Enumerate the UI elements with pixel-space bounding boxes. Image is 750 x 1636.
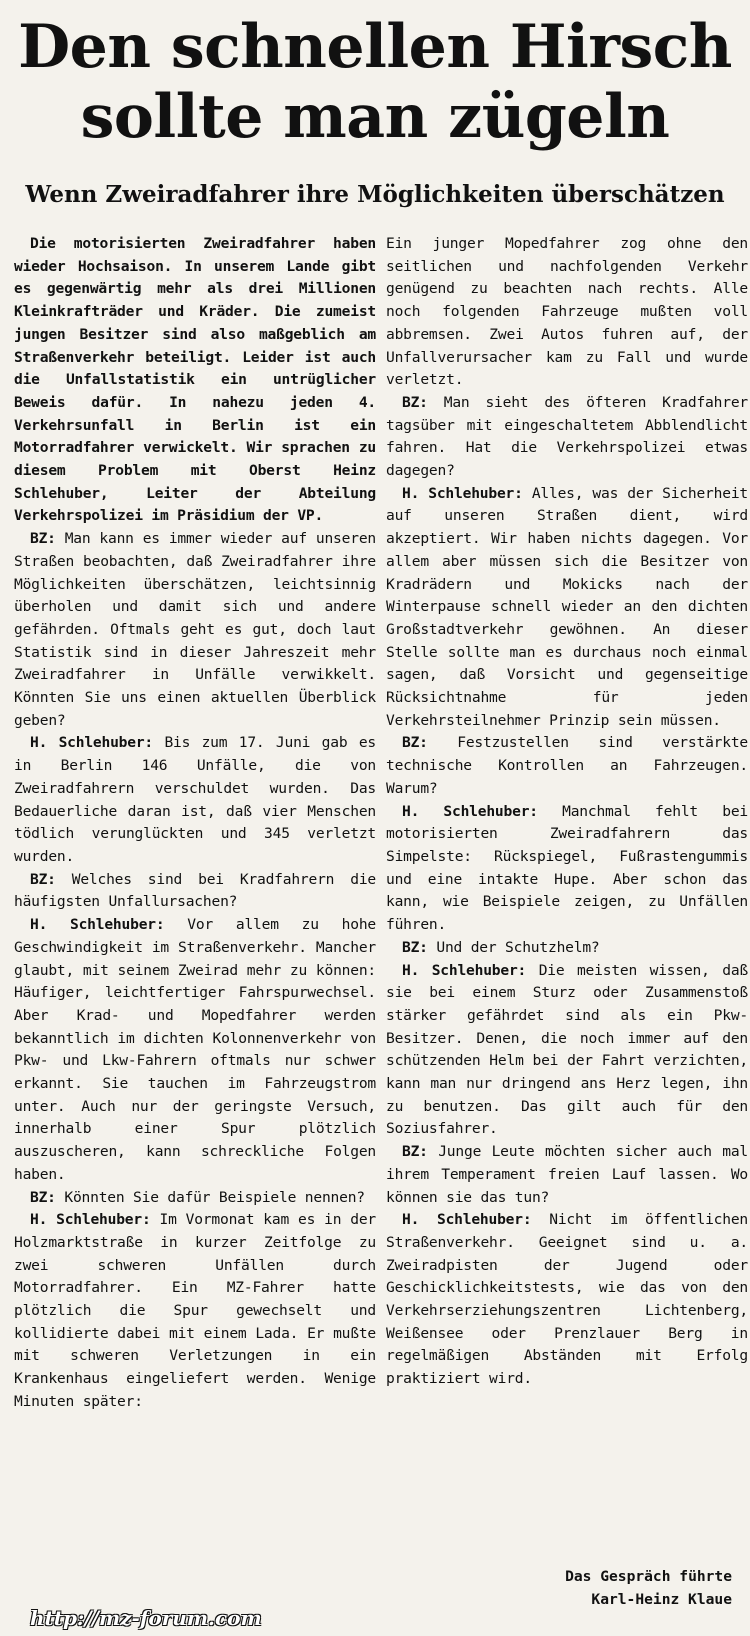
credit-line-2: Karl-Heinz Klaue [591, 1590, 732, 1608]
headline-line-1: Den schnellen Hirsch [18, 12, 732, 82]
interview-paragraph [14, 869, 376, 914]
paragraph-text: Im Vormonat kam es in der Holzmarktstraße in kurzer Zeitfolge zu zwei schweren Unfällen durch Motorradfahrer. Ein MZ-Fahrer hatte plötzlich die Spur gewechselt und kollidierte dabei mit einem Lada. Er mußte mit schweren Verletzungen in ein Krankenhaus eingeliefert werden. Wenige Minuten später: [14, 1211, 376, 1410]
headline [0, 12, 750, 152]
speaker-label: BZ: [30, 530, 56, 548]
interview-paragraph [14, 732, 376, 868]
interview-paragraph [386, 483, 748, 733]
interview-paragraph [14, 528, 376, 732]
speaker-label: BZ: [30, 1188, 56, 1206]
credit-line-1: Das Gespräch führte [565, 1568, 732, 1585]
paragraph-text: Ein junger Mopedfahrer zog ohne den seitlichen und nachfolgenden Verkehr genügend zu beachten nach rechts. Alle noch folgenden Fahrzeuge mußten voll abbremsen. Zwei Autos fuhren auf, der Unfallverursacher kam zu Fall und wurde verletzt. [386, 235, 748, 389]
right-paragraph-list [386, 233, 748, 1391]
interview-paragraph [386, 960, 748, 1142]
left-column [14, 233, 376, 1414]
speaker-label: H. Schlehuber: [402, 802, 538, 820]
right-column [386, 233, 748, 1391]
interview-paragraph [386, 233, 748, 392]
interview-paragraph [14, 1209, 376, 1413]
paragraph-text: Junge Leute möchten sicher auch mal ihrem Temperament freien Lauf lassen. Wo können sie das tun? [386, 1143, 748, 1206]
paragraph-text: Die meisten wissen, daß sie bei einem Sturz oder Zusammenstoß stärker gefährdet sind als ein Pkw-Besitzer. Denen, die noch immer auf den schützenden Helm bei der Fahrt verzichten, kann man nur dringend ans Herz legen, ihn zu benutzen. Das gilt auch für den Soziusfahrer. [386, 961, 748, 1138]
speaker-label: H. Schlehuber: [30, 916, 165, 934]
paragraph-text: Nicht im öffentlichen Straßenverkehr. Geeignet sind u. a. Zweiradpisten der Jugend oder Geschicklichkeitstests, wie das von den Verkehrserziehungszentren Lichtenberg, Weißensee oder Prenzlauer Berg in regelmäßigen Abständen mit Erfolg praktiziert wird. [386, 1211, 748, 1388]
speaker-label: BZ: [402, 938, 428, 956]
interview-paragraph [386, 1209, 748, 1391]
speaker-label: H. Schlehuber: [402, 961, 527, 979]
paragraph-text: Vor allem zu hohe Geschwindigkeit im Straßenverkehr. Mancher glaubt, mit seinem Zweirad mehr zu können: Häufiger, leichtfertiger Fahrspurwechsel. Aber Krad- und Mopedfahrer werden bekanntlich im dichten Kolonnenverkehr von Pkw- und Lkw-Fahrern oftmals nur schwer erkannt. Sie tauchen im Fahrzeugstrom unter. Auch nur der geringste Versuch, innerhalb einer Spur plötzlich auszuscheren, kann schreckliche Folgen haben. [14, 916, 376, 1183]
speaker-label: BZ: [402, 1143, 428, 1161]
headline-line-2: sollte man zügeln [80, 82, 670, 152]
speaker-label: H. Schlehuber: [30, 1211, 151, 1229]
speaker-label: BZ: [402, 393, 428, 411]
paragraph-text: Welches sind bei Kradfahrern die häufigsten Unfallursachen? [14, 870, 376, 911]
paragraph-text: Man kann es immer wieder auf unseren Straßen beobachten, daß Zweiradfahrer ihre Möglichkeiten überschätzen, leichtsinnig überholen und damit sich und andere gefährden. Oftmals geht es gut, doch laut Statistik sind in dieser Jahreszeit mehr Zweiradfahrer in Unfälle verwikkelt. Könnten Sie uns einen aktuellen Überblick geben? [14, 530, 376, 729]
speaker-label: H. Schlehuber: [402, 1211, 532, 1229]
interview-paragraph [386, 801, 748, 937]
interview-paragraph [386, 1141, 748, 1209]
subheadline: Wenn Zweiradfahrer ihre Möglichkeiten überschätzen [25, 181, 725, 208]
interview-paragraph [14, 914, 376, 1186]
paragraph-text: Alles, was der Sicherheit auf unseren Straßen dient, wird akzeptiert. Wir haben nichts dagegen. Vor allem aber müssen sich die Besitzer von Kradrädern und Mokicks nach der Winterpause schnell wieder an den dichten Großstadtverkehr gewöhnen. An dieser Stelle sollte man es durchaus noch einmal sagen, daß Vorsicht und gegenseitige Rücksichtnahme für jeden Verkehrsteilnehmer Prinzip sein müssen. [386, 484, 748, 729]
paragraph-text: Man sieht des öfteren Kradfahrer tagsüber mit eingeschaltetem Abblendlicht fahren. Hat die Verkehrspolizei etwas dagegen? [386, 393, 748, 480]
paragraph-text: Und der Schutzhelm? [436, 938, 600, 956]
paragraph-text: Könnten Sie dafür Beispiele nennen? [64, 1188, 365, 1206]
paragraph-text: Festzustellen sind verstärkte technische Kontrollen an Fahrzeugen. Warum? [386, 734, 748, 797]
interview-paragraph [386, 937, 748, 960]
interview-paragraph [386, 392, 748, 483]
intro-paragraph: Die motorisierten Zweiradfahrer haben wieder Hochsaison. In unserem Lande gibt es gegenwärtig mehr als drei Millionen Kleinkrafträder und Kräder. Die zumeist jungen Besitzer sind also maßgeblich am Straßenverkehr beteiligt. Leider ist auch die Unfallstatistik ein untrüglicher Beweis dafür. In nahezu jeden 4. Verkehrsunfall in Berlin ist ein Motorradfahrer verwickelt. Wir sprachen zu diesem Problem mit Oberst Heinz Schlehuber, Leiter der Abteilung Verkehrspolizei im Präsidium der VP. [14, 235, 376, 525]
paragraph-text: Bis zum 17. Juni gab es in Berlin 146 Unfälle, die von Zweiradfahrern verschuldet wurden. Das Bedauerliche daran ist, daß vier Menschen tödlich verunglückten und 345 verletzt wurden. [14, 734, 376, 865]
interview-paragraph [386, 732, 748, 800]
paragraph-text: Manchmal fehlt bei motorisierten Zweiradfahrern das Simpelste: Rückspiegel, Fußrastengummis und eine intakte Hupe. Aber schon das kann, wie Beispiele zeigen, zu Unfällen führen. [386, 802, 748, 934]
speaker-label: BZ: [402, 734, 428, 752]
interview-paragraph [14, 1187, 376, 1210]
speaker-label: BZ: [30, 870, 56, 888]
author-credit [565, 1566, 732, 1611]
watermark: http://mz-forum.com [30, 1606, 262, 1630]
speaker-label: H. Schlehuber: [402, 484, 523, 502]
speaker-label: H. Schlehuber: [30, 734, 154, 752]
left-paragraph-list [14, 528, 376, 1413]
